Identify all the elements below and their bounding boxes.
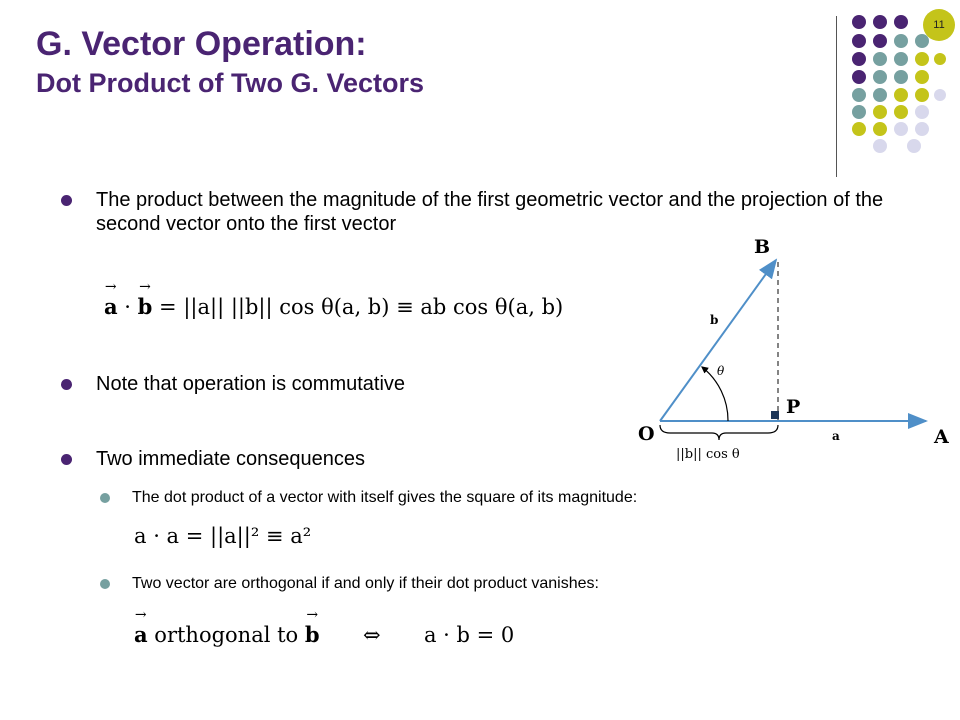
bullet-marker — [61, 195, 72, 206]
bullet-consequences — [96, 447, 365, 471]
label-O: O — [638, 423, 655, 445]
divider-line — [836, 16, 837, 177]
eq1-dot: · — [124, 295, 131, 319]
subbullet-marker — [100, 493, 110, 503]
label-vector-b: b — [710, 313, 719, 327]
vector-b-arrow — [660, 260, 776, 421]
eq3-word: orthogonal to — [154, 623, 299, 647]
eq1-rest: = ||a|| ||b|| cos θ(a, b) ≡ ab cos θ(a, b) — [159, 295, 564, 319]
subbullet-self-dot — [132, 488, 637, 508]
subbullet-marker — [100, 579, 110, 589]
dots-row-5 — [852, 88, 946, 102]
bullet-dot-product-definition — [96, 188, 886, 236]
bullet-commutative — [96, 372, 405, 396]
bullet-text: Two immediate consequences — [96, 448, 366, 470]
eq2-text: a · a = ||a||² ≡ a² — [134, 524, 312, 548]
dots-row-7 — [852, 122, 929, 136]
projection-diagram — [620, 230, 960, 480]
eq3-rhs: a · b = 0 — [423, 623, 515, 647]
equation-orthogonal — [134, 622, 514, 647]
label-vector-a: a — [832, 429, 840, 443]
dots-row-3 — [852, 52, 946, 66]
projection-brace — [660, 425, 778, 440]
label-B: B — [754, 236, 771, 258]
dots-row-6 — [852, 105, 929, 119]
equation-self-dot — [134, 524, 311, 548]
decorative-dot-grid — [0, 0, 960, 180]
dots-row-1 — [852, 15, 908, 29]
eq1-vector-a: → a — [104, 294, 118, 319]
bullet-text: The product between the magnitude of the first geometric vector and the projection of the second vector onto the first vector — [96, 189, 884, 235]
label-P: P — [786, 396, 801, 418]
title-line-1: G. Vector Operation: — [36, 25, 367, 63]
page-number: 11 — [933, 19, 945, 31]
bullet-marker — [61, 454, 72, 465]
dots-row-4 — [852, 70, 929, 84]
subbullet-text: Two vector are orthogonal if and only if their dot product vanishes: — [132, 575, 599, 592]
eq3-vector-a: → a — [134, 622, 148, 647]
bullet-text: Note that operation is commutative — [96, 373, 406, 395]
label-projection: ||b|| cos θ — [676, 447, 740, 462]
right-angle-marker — [771, 411, 779, 419]
dots-row-2 — [852, 34, 929, 48]
label-theta: θ — [717, 364, 725, 378]
dots-row-8 — [873, 139, 921, 153]
title-line-2: Dot Product of Two G. Vectors — [36, 68, 425, 98]
subbullet-text: The dot product of a vector with itself gives the square of its magnitude: — [132, 489, 638, 506]
eq3-vector-b: → b — [305, 622, 320, 647]
subbullet-orthogonal — [132, 574, 599, 594]
equation-dot-product — [104, 294, 563, 319]
eq1-vector-b: → b — [138, 294, 153, 319]
label-A: A — [934, 426, 949, 448]
eq3-iff: ⇔ — [362, 623, 381, 647]
bullet-marker — [61, 379, 72, 390]
